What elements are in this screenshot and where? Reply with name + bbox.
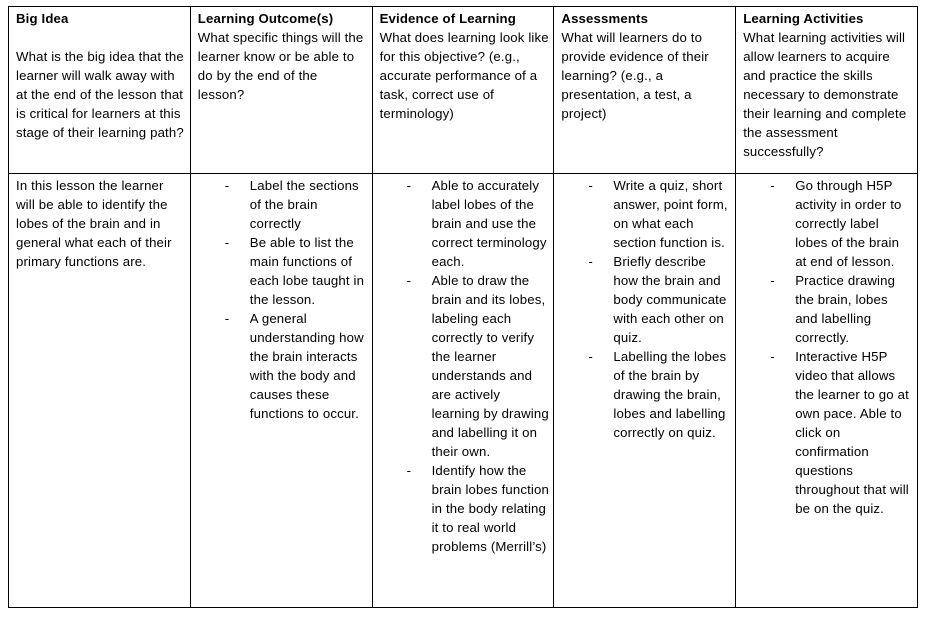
assessments-list [561, 176, 731, 442]
list-item: - Able to accurately label lobes of the brain and use the correct terminology each. [380, 176, 550, 271]
column-title: Evidence of Learning [379, 11, 516, 26]
learning-activities-list [743, 176, 913, 518]
list-item: - Briefly describe how the brain and body communicate with each other on quiz. [561, 252, 731, 347]
column-prompt: What specific things will the learner know or be able to do by the end of the lesson? [197, 30, 364, 102]
list-item: - Identify how the brain lobes function in the body relating it to real world problems (Merrill’s) [380, 461, 550, 556]
header-cell-assessments [554, 7, 736, 174]
list-item: - Be able to list the main functions of each lobe taught in the lesson. [198, 233, 368, 309]
list-item: - Practice drawing the brain, lobes and labelling correctly. [743, 271, 913, 347]
column-prompt: What is the big idea that the learner will walk away with at the end of the lesson that is critical for learners at this stage of their learning path? [16, 49, 184, 140]
list-item: - A general understanding how the brain interacts with the body and causes these functions to occur. [198, 309, 368, 423]
column-title: Big Idea [16, 11, 69, 26]
lesson-plan-table [8, 6, 918, 608]
evidence-cell [372, 174, 554, 608]
learning-activities-cell [736, 174, 918, 608]
list-item: - Interactive H5P video that allows the learner to go at own pace. Able to click on confirmation questions throughout that will be on the quiz. [743, 347, 913, 518]
big-idea-text: In this lesson the learner will be able to identify the lobes of the brain and in general what each of their primary functions are. [16, 178, 172, 269]
header-row [9, 7, 918, 174]
learning-outcomes-cell [190, 174, 372, 608]
header-cell-big-idea [9, 7, 191, 174]
list-item: - Able to draw the brain and its lobes, labeling each correctly to verify the learner understands and are actively learning by drawing and labelling it on their own. [380, 271, 550, 461]
list-item: - Label the sections of the brain correctly [198, 176, 368, 233]
column-title: Learning Outcome(s) [197, 11, 334, 26]
column-title: Learning Activities [743, 11, 864, 26]
list-item: - Write a quiz, short answer, point form, on what each section function is. [561, 176, 731, 252]
header-cell-evidence [372, 7, 554, 174]
column-prompt: What will learners do to provide evidence of their learning? (e.g., a presentation, a test, a project) [561, 30, 709, 121]
evidence-list [380, 176, 550, 556]
content-row [9, 174, 918, 608]
learning-outcomes-list [198, 176, 368, 423]
list-item: - Go through H5P activity in order to correctly label lobes of the brain at end of lesson. [743, 176, 913, 271]
assessments-cell [554, 174, 736, 608]
header-cell-learning-outcomes [190, 7, 372, 174]
big-idea-cell [9, 174, 191, 608]
header-cell-learning-activities [736, 7, 918, 174]
column-prompt: What does learning look like for this objective? (e.g., accurate performance of a task, correct use of terminology) [379, 30, 549, 121]
column-prompt: What learning activities will allow learners to acquire and practice the skills necessary to demonstrate their learning and complete the assessment successfully? [743, 30, 907, 159]
list-item: - Labelling the lobes of the brain by drawing the brain, lobes and labelling correctly on quiz. [561, 347, 731, 442]
column-title: Assessments [561, 11, 649, 26]
